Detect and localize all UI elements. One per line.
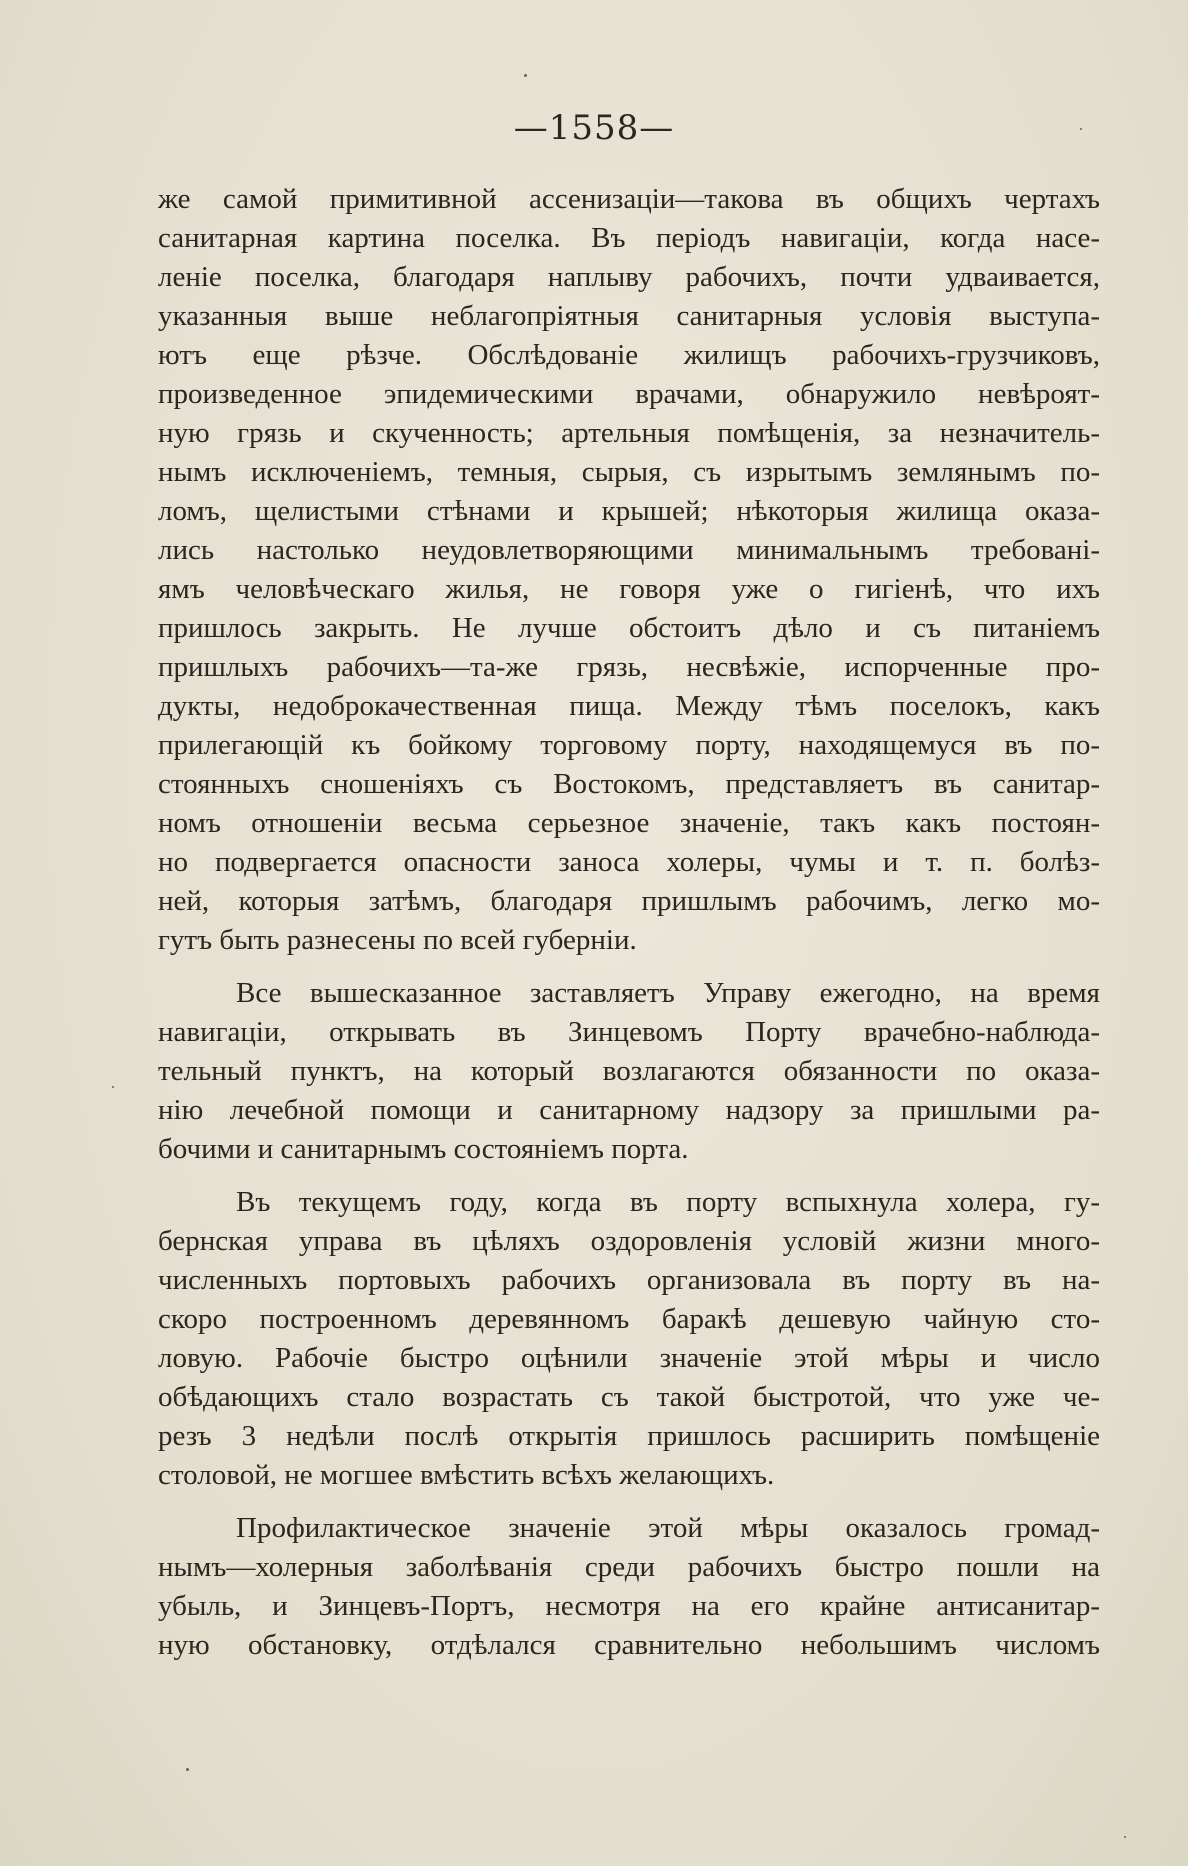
text-line: но подвергается опасности заноса холеры, чумы и т. п. болѣз- [158, 846, 1100, 878]
text-line: ней, которыя затѣмъ, благодаря пришлымъ рабочимъ, легко мо- [158, 885, 1100, 917]
text-line: гутъ быть разнесены по всей губерніи. [158, 924, 637, 956]
paper-speck [1124, 1836, 1126, 1838]
paper-speck [1080, 128, 1082, 130]
text-line: тельный пунктъ, на который возлагаются обязанности по оказа- [158, 1055, 1100, 1087]
text-line: убыль, и Зинцевъ-Портъ, несмотря на его крайне антисанитар- [158, 1590, 1100, 1622]
text-line: санитарная картина поселка. Въ періодъ навигаціи, когда насе- [158, 222, 1100, 254]
paragraph [158, 1509, 1100, 1665]
text-line: ютъ еще рѣзче. Обслѣдованіе жилищъ рабочихъ-грузчиковъ, [158, 339, 1100, 371]
text-line: ломъ, щелистыми стѣнами и крышей; нѣкоторыя жилища оказа- [158, 495, 1100, 527]
paper-speck [112, 1086, 114, 1088]
text-line: столовой, не могшее вмѣстить всѣхъ желающихъ. [158, 1459, 775, 1491]
text-line: прилегающій къ бойкому торговому порту, находящемуся въ по- [158, 729, 1100, 761]
text-line: Профилактическое значеніе этой мѣры оказалось громад- [236, 1512, 1100, 1544]
text-line: ловую. Рабочіе быстро оцѣнили значеніе этой мѣры и число [158, 1342, 1100, 1374]
text-line: Въ текущемъ году, когда въ порту вспыхнула холера, гу- [236, 1186, 1100, 1218]
text-line: бочими и санитарнымъ состояніемъ порта. [158, 1133, 689, 1165]
paragraph-gap [158, 1495, 1100, 1509]
text-line: ную обстановку, отдѣлался сравнительно небольшимъ числомъ [158, 1629, 1100, 1661]
text-line: нію лечебной помощи и санитарному надзору за пришлыми ра- [158, 1094, 1100, 1126]
paragraph [158, 974, 1100, 1169]
text-line: навигаціи, открывать въ Зинцевомъ Порту врачебно-наблюда- [158, 1016, 1100, 1048]
text-line: обѣдающихъ стало возрастать съ такой быстротой, что уже че- [158, 1381, 1100, 1413]
text-line: нымъ исключеніемъ, темныя, сырыя, съ изрытымъ землянымъ по- [158, 456, 1100, 488]
text-line: пришлось закрыть. Не лучше обстоитъ дѣло и съ питаніемъ [158, 612, 1100, 644]
page-number: —1558— [513, 108, 675, 148]
text-line: стоянныхъ сношеніяхъ съ Востокомъ, представляетъ въ санитар- [158, 768, 1100, 800]
text-line: произведенное эпидемическими врачами, обнаружило невѣроят- [158, 378, 1100, 410]
text-line: номъ отношеніи весьма серьезное значеніе, такъ какъ постоян- [158, 807, 1100, 839]
paper-speck [186, 1768, 189, 1771]
paragraph-gap [158, 960, 1100, 974]
text-line: пришлыхъ рабочихъ—та-же грязь, несвѣжіе, испорченные про- [158, 651, 1100, 683]
text-line: дукты, недоброкачественная пища. Между тѣмъ поселокъ, какъ [158, 690, 1100, 722]
text-line: ямъ человѣческаго жилья, не говоря уже о гигіенѣ, что ихъ [158, 573, 1100, 605]
body-text [158, 180, 1100, 1665]
text-line: бернская управа въ цѣляхъ оздоровленія условій жизни много- [158, 1225, 1100, 1257]
paragraph [158, 180, 1100, 960]
text-line: скоро построенномъ деревянномъ баракѣ дешевую чайную сто- [158, 1303, 1100, 1335]
text-line: указанныя выше неблагопріятныя санитарныя условія выступа- [158, 300, 1100, 332]
paper-speck [524, 74, 527, 77]
text-line: численныхъ портовыхъ рабочихъ организовала въ порту въ на- [158, 1264, 1100, 1296]
text-line: Все вышесказанное заставляетъ Управу ежегодно, на время [236, 977, 1100, 1009]
text-line: лись настолько неудовлетворяющими минимальнымъ требованi- [158, 534, 1100, 566]
text-line: резъ 3 недѣли послѣ открытія пришлось расширить помѣщеніе [158, 1420, 1100, 1452]
paragraph [158, 1183, 1100, 1495]
text-line: нымъ—холерныя заболѣванія среди рабочихъ быстро пошли на [158, 1551, 1100, 1583]
text-line: же самой примитивной ассенизаціи—такова въ общихъ чертахъ [158, 183, 1100, 215]
text-line: ную грязь и скученность; артельныя помѣщенія, за незначитель- [158, 417, 1100, 449]
paragraph-gap [158, 1169, 1100, 1183]
text-line: леніе поселка, благодаря наплыву рабочихъ, почти удваивается, [158, 261, 1100, 293]
